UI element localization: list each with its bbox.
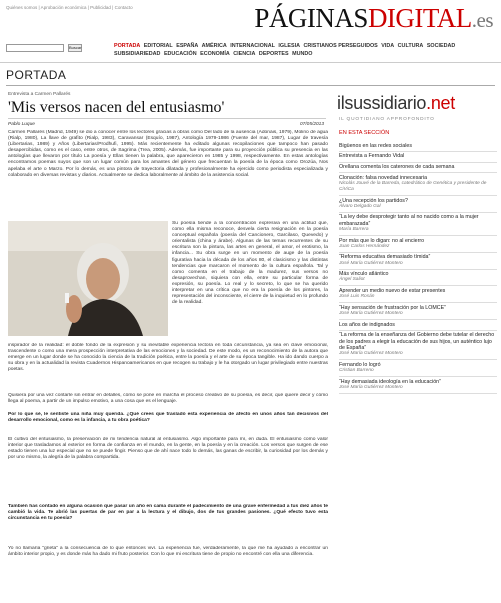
sidebar-list — [339, 141, 497, 394]
menu-item[interactable]: SUBSIDIARIEDAD — [114, 51, 161, 57]
sidebar-list-item[interactable] — [339, 377, 497, 394]
section-title: PORTADA — [6, 68, 67, 82]
sidebar-list-item[interactable] — [339, 163, 497, 174]
menu-item[interactable]: DEPORTES — [258, 51, 289, 57]
sidebar-item-title[interactable]: “Reforma educativa demasiado tímida” — [339, 254, 431, 261]
sidebar-item-author: Álvaro Delgado Gal — [339, 203, 381, 209]
sidebar-list-item[interactable] — [339, 236, 497, 253]
logo-suffix: .es — [471, 8, 493, 32]
portrait-illustration — [8, 221, 168, 336]
sidebar-item-title[interactable]: Por más que lo digan: no al encierro — [339, 237, 425, 244]
sidebar-list-item[interactable] — [339, 253, 497, 270]
sidebar-list-item[interactable] — [339, 270, 497, 287]
main-menu — [114, 42, 499, 58]
sidebar-logo[interactable] — [337, 93, 455, 114]
sidebar-logo-suffix: .net — [426, 93, 455, 113]
search-input[interactable] — [6, 44, 64, 52]
article-paragraph: Su poesía tiende a la concentración expresiva en una actitud que, como ella misma reconoce, desvela cierta resignación en la poesía conceptual española (poesía del Cancionero, Garcilaso, Quevedo) y orientalista (china y árabe). Algunas de las temas recurrentes de su escritura son la pintura, las artes en general, el amor, el erotismo, la infancia... Su obra surge en un momento de auge de la poesía figurativa hacia la década de los años 80, el clasicismo y las distintas tendencias que marcaron el momento de la cultura española. Tal y como comenta en el trabajo de la madurez, sus versos no desaprovechan, siquiera con ella, entre su particular forma de expresión, su poesía. Lo real y lo secreto, lo que se ha querido interpretar en una crítica que no era la poesía de los pintores, la representación del inconsciente, el cierre de la inquietud en lo profundo de la realidad. — [172, 221, 328, 306]
sidebar-list-item[interactable] — [339, 320, 497, 331]
sidebar-item-title[interactable]: Los años de indignados — [339, 321, 395, 328]
menu-item[interactable]: SOCIEDAD — [426, 43, 456, 49]
sidebar-list-item[interactable] — [339, 360, 497, 377]
interview-question: Por lo que sé, le sentiste una niña muy querida. ¿Qué crees que trasladó esta experiencia de afecto en unos años tan decisivos del desarrollo emocional, como es la infancia, a tu obra poética? — [8, 412, 328, 424]
sidebar-item-author: José María Gutiérrez Montero — [339, 384, 403, 390]
sidebar-item-title[interactable]: Aprender un medio nuevo de estar presentes — [339, 287, 446, 294]
menu-item[interactable]: EDUCACIÓN — [163, 51, 197, 57]
sidebar-item-title[interactable]: Bigüenos en las redes sociales — [339, 142, 413, 149]
sidebar-heading: EN ESTA SECCIÓN — [339, 130, 390, 136]
interview-answer: Yo no llamaría “grieta” a la consecuencia de lo que entonces viví. La experiencia fue, verdaderamente, la que me ha ayudado a encontrar un ámbito interior propio, y es donde más ha dado mi fruto posterior. Con lo que mi escritura tiene de propio no encontré con ella una diferencia. — [8, 546, 328, 558]
menu-item[interactable]: INTERNACIONAL — [230, 43, 275, 49]
headline-divider — [8, 118, 326, 119]
menu-item[interactable]: PORTADA — [114, 43, 141, 49]
nav-bar — [0, 39, 501, 63]
sidebar-item-title[interactable]: “La reforma de la enseñanza del Gobierno debe tutelar el derecho de los padres a elegir la educación de sus hijos, un auténtico lujo de España” — [339, 332, 495, 351]
logo-accent: DIGITAL — [367, 3, 472, 33]
sidebar-list-item[interactable] — [339, 303, 497, 320]
top-bar — [0, 0, 501, 38]
article-paragraph: Quisiera por una vez contarle sin entrar en detalles, cómo se pone en marcha el proceso creativo de su poesía, es decir, qué quiere decir y cómo llega al poema, a partir de un impulso emotivo, a una cosa que es el lenguaje. — [8, 393, 328, 405]
sidebar-logo-main: ilsussidiario — [337, 93, 427, 113]
sidebar-item-title[interactable]: Clonación: falsa novedad innecesaria — [339, 174, 428, 181]
sidebar-item-title[interactable]: Más vínculo atlántico — [339, 271, 389, 278]
article-paragraph: Carmen Pallarés (Madrid, 1949) se dio a conocer entre los lectores gracias a obras como Del lado de la ausencia (Adonáis, 1979), Molino de agua (Rialp, 1980), La llave de grafito (Rialp, 1983), Caravansar (Esquío, 1987), Antología 1979-1986 (Fuente del mar, 1987), Lugar de travesía (Libertarias, 1989) y Años (Libertarias/Prodhufi, 1995). Más recientemente ha editado algunas recopilaciones que tampoco han pasado desapercibidas, como es el caso, entre otros, de Sagrima (Trea, 2005). Además, fue importante para su proyección pública su presencia en las antologías que llevaron por título La poesía y Ellas tienen la palabra, que aparecieron en 1985 y 1998, respectivamente. En estas antologías encontramos poemas suyos que son un lugar común para los amantes del género que frecuentan la poesía de la época como Orozúa, Nos apelaba el arte o Marzo. Por lo demás, es una pintora de trayectoria dilatada y profesionalmente ha ejercido como periodista especializada y colaborado en diversas revistas y diarios. Actualmente se dedica laboralmente al ámbito de la asistencia social. — [8, 130, 328, 178]
sidebar-item-title[interactable]: Entrevista a Fernando Vidal — [339, 153, 405, 160]
interview-question: También has contado en alguna ocasión que pasar un año en cama durante el padecimiento de una grave enfermedad a tus diez años te cambió la vida. Te abrió las puertas de par en par a la lectura y el dibujo, dos de tus grandes pasiones. ¿Qué efecto tuvo esta circunstancia en tu poesía? — [8, 504, 328, 522]
interview-answer: El cultivo del entusiasmo, la preservación de mi tendencia natural al entusiasmo. Algo importante para mí, en duda. El entusiasmo como valor interior que trasladamos al exterior en forma de confianza en el mundo, en la gente, en la poesía y en la creación. Los versos que surgen de ese estado tienen una luz especial que no se puede fingir. Pienso que de ahí nace todo lo demás, las ganas de escribir, la curiosidad por los demás y por uno mismo, la alegría de la palabra compartida. — [8, 437, 328, 461]
sidebar-item-author: Cristian Barreno — [339, 368, 374, 374]
menu-item[interactable]: CRISTIANOS PERSEGUIDOS — [303, 43, 378, 49]
sidebar-item-title[interactable]: “Hay demasiada ideología en la educación” — [339, 378, 441, 385]
sidebar-list-item[interactable] — [339, 152, 497, 163]
article-author: Pablo Luque — [8, 122, 35, 127]
sidebar-item-author: José María Gutiérrez Montero — [339, 311, 403, 317]
menu-item[interactable]: EDITORIAL — [143, 43, 173, 49]
sidebar-item-title[interactable]: ¿Una recepción los partidos? — [339, 197, 408, 204]
menu-item[interactable]: AMÉRICA — [201, 43, 227, 49]
menu-item[interactable]: IGLESIA — [278, 43, 300, 49]
menu-item[interactable]: CIENCIA — [233, 51, 256, 57]
top-links[interactable]: Quiénes somos | Aprobación económica | Publicidad | Contacto — [6, 5, 133, 10]
logo-main: PÁGINAS — [254, 3, 368, 33]
article-date: 07/05/2013 — [300, 122, 325, 127]
section-divider — [6, 85, 495, 86]
sidebar-item-author: Juan Carlos Hernández — [339, 243, 390, 249]
sidebar-item-author: José María Gutiérrez Montero — [339, 260, 403, 266]
search-button[interactable]: Buscar — [69, 45, 82, 50]
article-paragraph: inspirador de la realidad: el doble fondo de la expresión y su inevitable experiencia lectora en toda circunstancia, ya sea en clave emocional, trascendente o como una mera prospección interpretativa de las emociones y la sociedad. De este modo, es un reconocimiento de la autora que emerge en un lugar donde se ha conocido la ciencia de la tradición poética, entre la poesía y el arte de su época tangible. Ha ido dando cuerpo a su obra y en la actualidad la revista Cuadernos Hispanoamericanos en que recogen su trabajo y le ha otorgado un lugar privilegiado entre nuestras poetas. — [8, 343, 328, 373]
sidebar-item-author: Ángel Saliot — [339, 277, 365, 283]
author-photo — [8, 221, 168, 336]
site-logo[interactable] — [254, 3, 493, 34]
article-kicker: Entrevista a Carmen Pallarés — [8, 92, 71, 97]
sidebar-item-author: José María Gutiérrez Montero — [339, 351, 403, 357]
article-headline: 'Mis versos nacen del entusiasmo' — [8, 99, 225, 116]
menu-item[interactable]: CULTURA — [397, 43, 424, 49]
sidebar-item-title[interactable]: Fernando lo logró — [339, 361, 381, 368]
sidebar-list-item[interactable] — [339, 286, 497, 303]
menu-item[interactable]: MUNDO — [292, 51, 313, 57]
sidebar-list-item[interactable] — [339, 173, 497, 196]
menu-item[interactable]: ECONOMÍA — [200, 51, 230, 57]
sidebar-item-title[interactable]: “Hay sensación de frustración por la LOMCE” — [339, 304, 446, 311]
sidebar-list-item[interactable] — [339, 331, 497, 360]
sidebar-list-item[interactable] — [339, 213, 497, 236]
sidebar-item-title[interactable]: “La ley debe desprotegir tanto al no nacido como a la mujer embarazada” — [339, 214, 479, 227]
menu-item[interactable]: VIDA — [381, 43, 395, 49]
sidebar-item-author: María Barrera — [339, 227, 369, 233]
sidebar-item-author: José Luis Rosán — [339, 294, 375, 300]
sidebar-item-author: Nicolás Jouvé de la Barreda, catedrático de Genética y presidente de CiViCa — [339, 181, 487, 193]
sidebar-tagline: IL QUOTIDIANO APPROFONDITO — [339, 117, 435, 122]
menu-item[interactable]: ESPAÑA — [176, 43, 199, 49]
sidebar-list-item[interactable] — [339, 196, 497, 213]
sidebar-item-title[interactable]: Orellana comenta los caterones de cada semana — [339, 164, 455, 171]
sidebar-list-item[interactable] — [339, 141, 497, 152]
